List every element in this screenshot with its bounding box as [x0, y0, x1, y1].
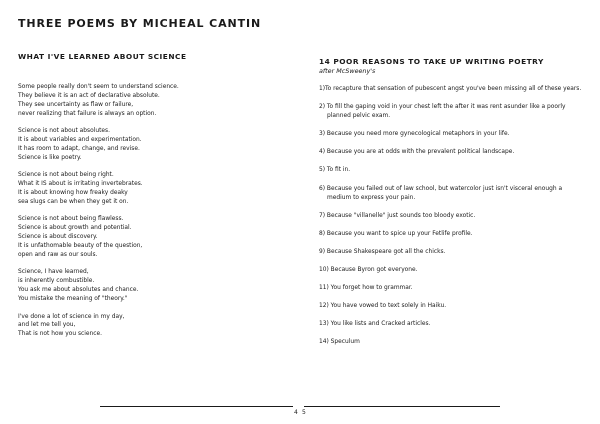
list-item: 2) To fill the gaping void in your chest left the after it was rent asunder like a poorly planned pelvic exam.: [319, 104, 566, 120]
poem-line: Science is not about being right.: [18, 172, 114, 179]
poem-line: What it IS about is irritating invertebrates.: [18, 181, 143, 188]
poem-line: Science is about growth and potential.: [18, 225, 132, 232]
poem-line: Science, I have learned,: [18, 269, 89, 276]
poem-line: Science is like poetry.: [18, 154, 82, 161]
poem-line: It is about variables and experimentation.: [18, 137, 142, 144]
poem-science-body: [18, 83, 288, 339]
poem-line: They believe it is an act of declarative absolute.: [18, 92, 160, 99]
list-item: 3) Because you need more gynecological metaphors in your life.: [319, 131, 510, 138]
poem-line: Science is not about being flawless.: [18, 216, 124, 223]
list-item: 1)To recapture that sensation of pubescent angst you've been missing all of these years.: [319, 86, 582, 92]
list-item: 7) Because "villanelle" just sounds too bloody exotic.: [319, 212, 476, 219]
poem-line: and let me tell you,: [18, 322, 76, 329]
page-number-left: 4: [294, 409, 298, 416]
page-number-right: 5: [302, 409, 306, 416]
footer-divider-left: [100, 406, 293, 407]
stanza: [18, 268, 288, 304]
list-item: 14) Speculum: [319, 339, 360, 346]
list-item: 6) Because you failed out of law school, but watercolor just isn't visceral enough a medium to express your pain.: [319, 185, 563, 201]
poem-line: Science is not about absolutes.: [18, 128, 110, 135]
poem-science-title: WHAT I'VE LEARNED ABOUT SCIENCE: [18, 52, 187, 61]
list-item: 12) You have vowed to text solely in Haiku.: [319, 303, 447, 310]
list-item: 13) You like lists and Cracked articles.: [319, 321, 431, 328]
list-item: 5) To fit in.: [319, 167, 351, 174]
poem-reasons-title: 14 POOR REASONS TO TAKE UP WRITING POETRY: [319, 57, 544, 66]
poem-line: That is not how you science.: [18, 331, 102, 338]
poem-line: I've done a lot of science in my day,: [18, 313, 125, 320]
poem-line: sea slugs can be when they get it on.: [18, 198, 129, 205]
poem-line: Science is about discovery.: [18, 234, 98, 241]
stanza: [18, 215, 288, 260]
reasons-list: [319, 85, 587, 348]
poem-line: You ask me about absolutes and chance.: [18, 287, 139, 294]
list-item: 8) Because you want to spice up your Fetlife profile.: [319, 230, 473, 237]
stanza: [18, 313, 288, 340]
list-item: 11) You forget how to grammar.: [319, 285, 413, 292]
list-item: 9) Because Shakespeare got all the chicks.: [319, 248, 446, 255]
page-title: THREE POEMS BY MICHEAL CANTIN: [18, 17, 262, 30]
stanza: [18, 127, 288, 163]
poem-line: open and raw as our souls.: [18, 252, 98, 258]
poem-reasons-subtitle: after McSweeny's: [319, 67, 376, 75]
poem-line: never realizing that failure is always an option.: [18, 110, 157, 117]
poem-line: They see uncertainty as flaw or failure,: [18, 101, 134, 108]
stanza: [18, 171, 288, 207]
poem-line: It has room to adapt, change, and revise.: [18, 145, 140, 152]
poem-science: [18, 52, 288, 348]
poem-line: It is unfathomable beauty of the question,: [18, 243, 143, 250]
poem-line: You mistake the meaning of "theory.": [18, 296, 128, 303]
footer-divider-right: [304, 406, 500, 407]
poem-line: It is about knowing how freaky deaky: [18, 190, 128, 197]
stanza: [18, 83, 288, 119]
list-item: 4) Because you are at odds with the prevalent political landscape.: [319, 149, 515, 156]
poem-line: is inherently combustible.: [18, 278, 95, 285]
poem-reasons: [319, 57, 587, 357]
list-item: 10) Because Byron got everyone.: [319, 267, 418, 274]
poem-line: Some people really don't seem to understand science.: [18, 84, 179, 90]
